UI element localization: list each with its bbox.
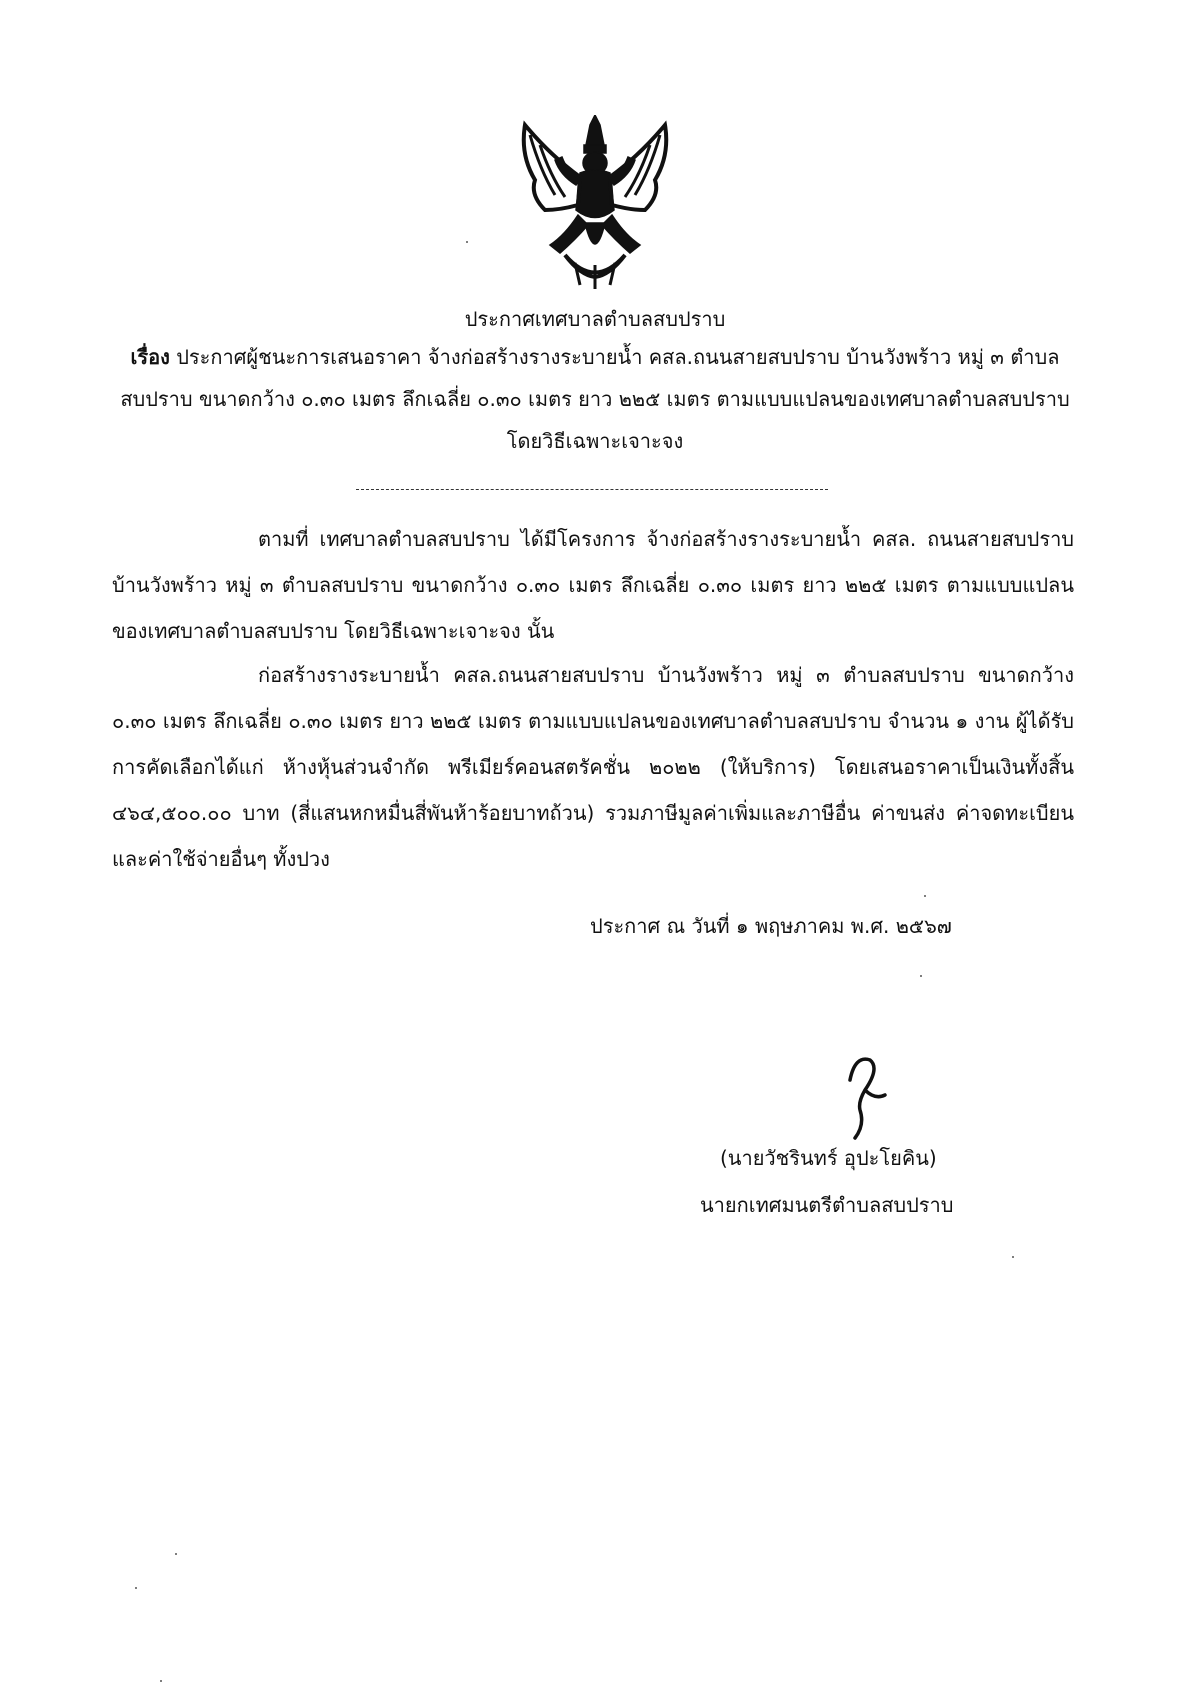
body-paragraph-2-text: ก่อสร้างรางระบายน้ำ คสล.ถนนสายสบปราบ บ้านวังพร้าว หมู่ ๓ ตำบลสบปราบ ขนาดกว้าง ๐.๓๐ เมตร ลึกเฉลี่ย ๐.๓๐ เมตร ยาว ๒๒๕ เมตร ตามแบบแปลนของเทศบาลตำบลสบปราบ จำนวน ๑ งาน ผู้ได้รับการคัดเลือกได้แก่ ห้างหุ้นส่วนจำกัด พรีเมียร์คอนสตรัคชั่น ๒๐๒๒ (ให้บริการ) โดยเสนอราคาเป็นเงินทั้งสิ้น ๔๖๔,๕๐๐.๐๐ บาท (สี่แสนหกหมื่นสี่พันห้าร้อยบาทถ้วน) รวมภาษีมูลค่าเพิ่มและภาษีอื่น ค่าขนส่ง ค่าจดทะเบียน และค่าใช้จ่ายอื่นๆ ทั้งปวง <box>112 663 1074 871</box>
announcement-title: ประกาศเทศบาลตำบลสบปราบ <box>464 307 726 331</box>
handwritten-signature <box>820 1050 900 1140</box>
signatory-title: นายกเทศมนตรีตำบลสบปราบ <box>700 1193 954 1217</box>
scan-speck <box>1012 1256 1014 1258</box>
scan-speck <box>920 975 922 977</box>
scan-speck <box>135 1587 137 1589</box>
body-paragraph-1 <box>112 516 1074 654</box>
garuda-emblem-icon <box>510 115 680 290</box>
scan-speck <box>160 1680 162 1682</box>
announcement-date: ประกาศ ณ วันที่ ๑ พฤษภาคม พ.ศ. ๒๕๖๗ <box>590 914 952 938</box>
section-divider <box>356 489 828 490</box>
signatory-name: (นายวัชรินทร์ อุปะโยคิน) <box>720 1146 937 1170</box>
body-paragraph-1-text: ตามที่ เทศบาลตำบลสบปราบ ได้มีโครงการ จ้างก่อสร้างรางระบายน้ำ คสล. ถนนสายสบปราบ บ้านวังพร้าว หมู่ ๓ ตำบลสบปราบ ขนาดกว้าง ๐.๓๐ เมตร ลึกเฉลี่ย ๐.๓๐ เมตร ยาว ๒๒๕ เมตร ตามแบบแปลนของเทศบาลตำบลสบปราบ โดยวิธีเฉพาะเจาะจง นั้น <box>112 527 1074 643</box>
scan-speck <box>466 241 468 243</box>
announcement-subject <box>100 336 1090 462</box>
scan-speck <box>924 895 926 897</box>
subject-label: เรื่อง <box>130 345 170 369</box>
body-paragraph-2 <box>112 652 1074 882</box>
subject-text: ประกาศผู้ชนะการเสนอราคา จ้างก่อสร้างรางระบายน้ำ คสล.ถนนสายสบปราบ บ้านวังพร้าว หมู่ ๓ ตำบลสบปราบ ขนาดกว้าง ๐.๓๐ เมตร ลึกเฉลี่ย ๐.๓๐ เมตร ยาว ๒๒๕ เมตร ตามแบบแปลนของเทศบาลตำบลสบปราบ โดยวิธีเฉพาะเจาะจง <box>120 345 1070 453</box>
scan-speck <box>175 1553 177 1555</box>
